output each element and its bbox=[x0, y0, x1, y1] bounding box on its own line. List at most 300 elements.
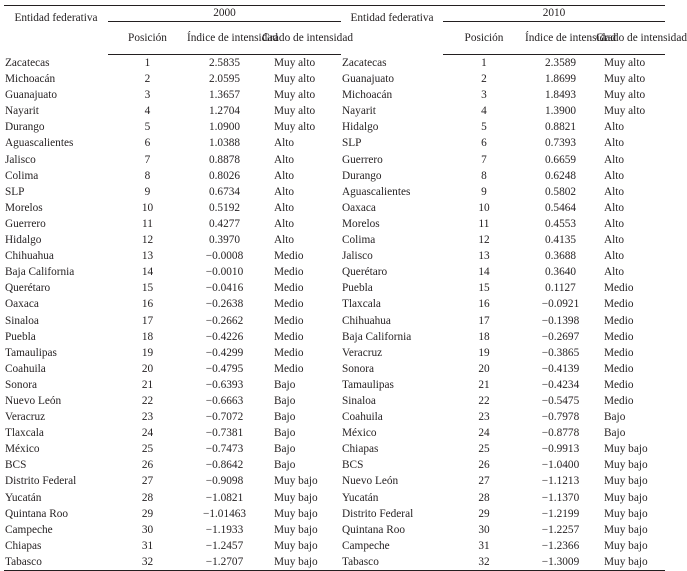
table-row bbox=[4, 184, 665, 200]
cell-indice-2000: 0.8878 bbox=[187, 152, 262, 168]
cell-grado-2010: Medio bbox=[596, 313, 665, 329]
cell-indice-2000: −1.0821 bbox=[187, 490, 262, 506]
cell-posicion-2000: 10 bbox=[108, 200, 187, 216]
table-row bbox=[4, 135, 665, 151]
cell-grado-2000: Muy alto bbox=[262, 87, 341, 103]
cell-posicion-2000: 22 bbox=[108, 393, 187, 409]
cell-grado-2010: Alto bbox=[596, 264, 665, 280]
cell-posicion-2010: 25 bbox=[443, 441, 525, 457]
cell-indice-2010: 0.4135 bbox=[525, 232, 596, 248]
cell-indice-2010: 0.1127 bbox=[525, 280, 596, 296]
cell-posicion-2000: 4 bbox=[108, 103, 187, 119]
cell-posicion-2000: 2 bbox=[108, 71, 187, 87]
cell-indice-2000: −0.7381 bbox=[187, 425, 262, 441]
cell-indice-2000: −0.6393 bbox=[187, 377, 262, 393]
table-row bbox=[4, 264, 665, 280]
cell-entidad-2010: Puebla bbox=[341, 280, 443, 296]
cell-grado-2010: Muy alto bbox=[596, 71, 665, 87]
cell-entidad-2010: Guanajuato bbox=[341, 71, 443, 87]
cell-posicion-2010: 9 bbox=[443, 184, 525, 200]
cell-entidad-2010: México bbox=[341, 425, 443, 441]
cell-indice-2000: −0.8642 bbox=[187, 457, 262, 473]
cell-grado-2000: Muy bajo bbox=[262, 554, 341, 571]
cell-entidad-2000: Puebla bbox=[4, 329, 108, 345]
cell-indice-2010: −0.4234 bbox=[525, 377, 596, 393]
cell-entidad-2010: Oaxaca bbox=[341, 200, 443, 216]
cell-indice-2000: −1.01463 bbox=[187, 506, 262, 522]
cell-indice-2000: 1.3657 bbox=[187, 87, 262, 103]
cell-grado-2010: Muy bajo bbox=[596, 473, 665, 489]
cell-entidad-2010: Chiapas bbox=[341, 441, 443, 457]
cell-indice-2000: −0.9098 bbox=[187, 473, 262, 489]
cell-posicion-2000: 15 bbox=[108, 280, 187, 296]
cell-indice-2000: −0.4226 bbox=[187, 329, 262, 345]
cell-grado-2000: Muy alto bbox=[262, 103, 341, 119]
cell-posicion-2000: 7 bbox=[108, 152, 187, 168]
cell-entidad-2000: Campeche bbox=[4, 522, 108, 538]
cell-indice-2010: 1.8493 bbox=[525, 87, 596, 103]
table-row bbox=[4, 280, 665, 296]
table-row bbox=[4, 409, 665, 425]
cell-indice-2010: 0.5464 bbox=[525, 200, 596, 216]
cell-grado-2000: Bajo bbox=[262, 377, 341, 393]
cell-entidad-2000: Quintana Roo bbox=[4, 506, 108, 522]
cell-posicion-2010: 18 bbox=[443, 329, 525, 345]
cell-entidad-2000: Tabasco bbox=[4, 554, 108, 571]
cell-indice-2000: 0.3970 bbox=[187, 232, 262, 248]
cell-posicion-2000: 3 bbox=[108, 87, 187, 103]
cell-posicion-2000: 1 bbox=[108, 55, 187, 72]
cell-entidad-2010: Quintana Roo bbox=[341, 522, 443, 538]
cell-posicion-2010: 20 bbox=[443, 361, 525, 377]
cell-indice-2000: 2.5835 bbox=[187, 55, 262, 72]
cell-grado-2010: Medio bbox=[596, 377, 665, 393]
cell-grado-2010: Alto bbox=[596, 216, 665, 232]
cell-entidad-2010: Hidalgo bbox=[341, 119, 443, 135]
cell-indice-2010: −0.9913 bbox=[525, 441, 596, 457]
cell-entidad-2010: Nuevo León bbox=[341, 473, 443, 489]
table-row bbox=[4, 55, 665, 72]
table-row bbox=[4, 168, 665, 184]
cell-grado-2010: Muy bajo bbox=[596, 506, 665, 522]
cell-posicion-2010: 15 bbox=[443, 280, 525, 296]
cell-entidad-2000: Veracruz bbox=[4, 409, 108, 425]
cell-grado-2000: Muy alto bbox=[262, 55, 341, 72]
cell-indice-2010: 0.5802 bbox=[525, 184, 596, 200]
cell-posicion-2000: 16 bbox=[108, 296, 187, 312]
cell-posicion-2010: 7 bbox=[443, 152, 525, 168]
cell-grado-2000: Muy bajo bbox=[262, 538, 341, 554]
cell-entidad-2000: Aguascalientes bbox=[4, 135, 108, 151]
cell-grado-2000: Bajo bbox=[262, 441, 341, 457]
cell-entidad-2000: Distrito Federal bbox=[4, 473, 108, 489]
table-row bbox=[4, 538, 665, 554]
header-entidad-2010-label: Entidad federativa bbox=[350, 12, 433, 24]
cell-indice-2000: 0.4277 bbox=[187, 216, 262, 232]
cell-posicion-2000: 14 bbox=[108, 264, 187, 280]
cell-indice-2010: 0.7393 bbox=[525, 135, 596, 151]
cell-grado-2010: Medio bbox=[596, 329, 665, 345]
cell-grado-2010: Muy bajo bbox=[596, 457, 665, 473]
cell-entidad-2010: Guerrero bbox=[341, 152, 443, 168]
cell-indice-2000: 0.6734 bbox=[187, 184, 262, 200]
cell-posicion-2010: 1 bbox=[443, 55, 525, 72]
cell-grado-2010: Alto bbox=[596, 184, 665, 200]
cell-indice-2000: 2.0595 bbox=[187, 71, 262, 87]
cell-grado-2000: Muy bajo bbox=[262, 506, 341, 522]
cell-entidad-2000: Chihuahua bbox=[4, 248, 108, 264]
cell-entidad-2010: Yucatán bbox=[341, 490, 443, 506]
cell-grado-2000: Muy bajo bbox=[262, 490, 341, 506]
cell-posicion-2010: 13 bbox=[443, 248, 525, 264]
cell-posicion-2010: 21 bbox=[443, 377, 525, 393]
cell-posicion-2010: 19 bbox=[443, 345, 525, 361]
cell-posicion-2000: 27 bbox=[108, 473, 187, 489]
table-row bbox=[4, 103, 665, 119]
cell-posicion-2010: 5 bbox=[443, 119, 525, 135]
cell-entidad-2000: Nayarit bbox=[4, 103, 108, 119]
cell-posicion-2010: 16 bbox=[443, 296, 525, 312]
cell-posicion-2010: 10 bbox=[443, 200, 525, 216]
cell-indice-2000: −0.2662 bbox=[187, 313, 262, 329]
cell-entidad-2010: Tlaxcala bbox=[341, 296, 443, 312]
cell-grado-2010: Alto bbox=[596, 152, 665, 168]
cell-indice-2010: −1.2199 bbox=[525, 506, 596, 522]
cell-grado-2010: Muy bajo bbox=[596, 441, 665, 457]
cell-indice-2000: −0.2638 bbox=[187, 296, 262, 312]
cell-posicion-2000: 21 bbox=[108, 377, 187, 393]
table-row bbox=[4, 71, 665, 87]
table-row bbox=[4, 554, 665, 571]
cell-grado-2000: Alto bbox=[262, 200, 341, 216]
cell-posicion-2000: 26 bbox=[108, 457, 187, 473]
cell-entidad-2010: Querétaro bbox=[341, 264, 443, 280]
table-row bbox=[4, 248, 665, 264]
cell-posicion-2000: 25 bbox=[108, 441, 187, 457]
cell-posicion-2010: 8 bbox=[443, 168, 525, 184]
header-indice-2010: Índice de intensidad bbox=[525, 22, 596, 55]
table-row bbox=[4, 425, 665, 441]
cell-grado-2010: Muy bajo bbox=[596, 554, 665, 571]
cell-entidad-2000: Colima bbox=[4, 168, 108, 184]
cell-grado-2010: Alto bbox=[596, 248, 665, 264]
header-year-2000: 2000 bbox=[108, 6, 341, 22]
cell-indice-2010: 2.3589 bbox=[525, 55, 596, 72]
cell-indice-2010: −0.0921 bbox=[525, 296, 596, 312]
table-row bbox=[4, 473, 665, 489]
cell-indice-2010: 1.3900 bbox=[525, 103, 596, 119]
cell-indice-2010: −1.1370 bbox=[525, 490, 596, 506]
cell-entidad-2010: Sinaloa bbox=[341, 393, 443, 409]
cell-entidad-2010: Jalisco bbox=[341, 248, 443, 264]
cell-indice-2000: −0.7473 bbox=[187, 441, 262, 457]
cell-entidad-2000: Hidalgo bbox=[4, 232, 108, 248]
cell-indice-2010: 0.6659 bbox=[525, 152, 596, 168]
table-row bbox=[4, 490, 665, 506]
cell-indice-2000: 1.0900 bbox=[187, 119, 262, 135]
cell-indice-2010: −0.5475 bbox=[525, 393, 596, 409]
cell-grado-2000: Medio bbox=[262, 280, 341, 296]
cell-grado-2010: Medio bbox=[596, 280, 665, 296]
cell-entidad-2000: Nuevo León bbox=[4, 393, 108, 409]
cell-indice-2000: −0.0416 bbox=[187, 280, 262, 296]
table-row bbox=[4, 393, 665, 409]
cell-entidad-2010: BCS bbox=[341, 457, 443, 473]
cell-grado-2010: Bajo bbox=[596, 409, 665, 425]
cell-posicion-2000: 30 bbox=[108, 522, 187, 538]
table-row bbox=[4, 313, 665, 329]
cell-indice-2010: 0.4553 bbox=[525, 216, 596, 232]
cell-posicion-2000: 19 bbox=[108, 345, 187, 361]
cell-indice-2000: 1.2704 bbox=[187, 103, 262, 119]
cell-grado-2000: Medio bbox=[262, 313, 341, 329]
cell-entidad-2000: BCS bbox=[4, 457, 108, 473]
cell-entidad-2000: Querétaro bbox=[4, 280, 108, 296]
cell-entidad-2000: Coahuila bbox=[4, 361, 108, 377]
header-posicion-2010: Posición bbox=[443, 22, 525, 55]
table-row bbox=[4, 296, 665, 312]
cell-entidad-2010: SLP bbox=[341, 135, 443, 151]
cell-indice-2000: −0.6663 bbox=[187, 393, 262, 409]
cell-entidad-2010: Coahuila bbox=[341, 409, 443, 425]
cell-posicion-2000: 28 bbox=[108, 490, 187, 506]
cell-entidad-2010: Morelos bbox=[341, 216, 443, 232]
cell-grado-2010: Muy bajo bbox=[596, 490, 665, 506]
table-body bbox=[4, 55, 665, 571]
cell-posicion-2010: 14 bbox=[443, 264, 525, 280]
header-grado-2000: Grado de intensidad bbox=[262, 22, 341, 55]
cell-grado-2000: Muy bajo bbox=[262, 473, 341, 489]
cell-grado-2000: Alto bbox=[262, 152, 341, 168]
cell-grado-2010: Alto bbox=[596, 135, 665, 151]
cell-indice-2000: −0.4299 bbox=[187, 345, 262, 361]
intensity-table bbox=[4, 5, 665, 571]
cell-posicion-2010: 6 bbox=[443, 135, 525, 151]
cell-indice-2010: 0.3640 bbox=[525, 264, 596, 280]
cell-grado-2010: Muy alto bbox=[596, 87, 665, 103]
cell-posicion-2000: 12 bbox=[108, 232, 187, 248]
cell-posicion-2000: 18 bbox=[108, 329, 187, 345]
header-year-2010: 2010 bbox=[443, 6, 665, 22]
cell-entidad-2010: Michoacán bbox=[341, 87, 443, 103]
cell-grado-2010: Bajo bbox=[596, 425, 665, 441]
cell-grado-2010: Muy alto bbox=[596, 103, 665, 119]
cell-posicion-2000: 24 bbox=[108, 425, 187, 441]
cell-posicion-2010: 3 bbox=[443, 87, 525, 103]
cell-indice-2010: −1.0400 bbox=[525, 457, 596, 473]
cell-indice-2010: −0.3865 bbox=[525, 345, 596, 361]
cell-posicion-2000: 23 bbox=[108, 409, 187, 425]
cell-entidad-2000: Jalisco bbox=[4, 152, 108, 168]
header-entidad-2000-label: Entidad federativa bbox=[14, 12, 97, 24]
table-row bbox=[4, 457, 665, 473]
cell-entidad-2000: Oaxaca bbox=[4, 296, 108, 312]
cell-entidad-2000: México bbox=[4, 441, 108, 457]
cell-entidad-2000: Chiapas bbox=[4, 538, 108, 554]
cell-grado-2000: Medio bbox=[262, 248, 341, 264]
cell-posicion-2000: 8 bbox=[108, 168, 187, 184]
cell-posicion-2000: 5 bbox=[108, 119, 187, 135]
cell-grado-2000: Medio bbox=[262, 361, 341, 377]
cell-entidad-2010: Zacatecas bbox=[341, 55, 443, 72]
cell-indice-2010: −0.2697 bbox=[525, 329, 596, 345]
cell-indice-2000: −0.0010 bbox=[187, 264, 262, 280]
cell-posicion-2000: 32 bbox=[108, 554, 187, 571]
cell-indice-2000: −0.0008 bbox=[187, 248, 262, 264]
cell-grado-2000: Alto bbox=[262, 184, 341, 200]
cell-entidad-2010: Baja California bbox=[341, 329, 443, 345]
cell-posicion-2000: 17 bbox=[108, 313, 187, 329]
cell-posicion-2010: 27 bbox=[443, 473, 525, 489]
cell-grado-2010: Alto bbox=[596, 119, 665, 135]
cell-entidad-2000: Morelos bbox=[4, 200, 108, 216]
cell-indice-2000: −1.1933 bbox=[187, 522, 262, 538]
cell-posicion-2010: 24 bbox=[443, 425, 525, 441]
cell-entidad-2010: Chihuahua bbox=[341, 313, 443, 329]
cell-posicion-2010: 23 bbox=[443, 409, 525, 425]
cell-entidad-2000: Sinaloa bbox=[4, 313, 108, 329]
cell-grado-2000: Muy bajo bbox=[262, 522, 341, 538]
cell-grado-2000: Medio bbox=[262, 345, 341, 361]
cell-grado-2000: Muy alto bbox=[262, 119, 341, 135]
cell-posicion-2010: 17 bbox=[443, 313, 525, 329]
cell-indice-2010: −1.2366 bbox=[525, 538, 596, 554]
header-row-years bbox=[4, 6, 665, 22]
cell-indice-2000: 0.8026 bbox=[187, 168, 262, 184]
cell-entidad-2000: Tamaulipas bbox=[4, 345, 108, 361]
cell-grado-2010: Muy bajo bbox=[596, 538, 665, 554]
cell-entidad-2010: Colima bbox=[341, 232, 443, 248]
header-grado-2010: Grado de intensidad bbox=[596, 22, 665, 55]
cell-grado-2010: Alto bbox=[596, 200, 665, 216]
cell-grado-2000: Medio bbox=[262, 264, 341, 280]
cell-posicion-2010: 22 bbox=[443, 393, 525, 409]
cell-grado-2010: Medio bbox=[596, 393, 665, 409]
cell-posicion-2010: 32 bbox=[443, 554, 525, 571]
cell-indice-2000: −1.2707 bbox=[187, 554, 262, 571]
table-row bbox=[4, 377, 665, 393]
cell-grado-2000: Medio bbox=[262, 296, 341, 312]
cell-indice-2000: −0.7072 bbox=[187, 409, 262, 425]
table-row bbox=[4, 329, 665, 345]
cell-indice-2000: −1.2457 bbox=[187, 538, 262, 554]
cell-posicion-2000: 6 bbox=[108, 135, 187, 151]
cell-grado-2000: Bajo bbox=[262, 457, 341, 473]
cell-indice-2010: 0.3688 bbox=[525, 248, 596, 264]
cell-entidad-2000: Michoacán bbox=[4, 71, 108, 87]
cell-entidad-2000: Zacatecas bbox=[4, 55, 108, 72]
cell-grado-2000: Alto bbox=[262, 232, 341, 248]
cell-entidad-2000: Guanajuato bbox=[4, 87, 108, 103]
cell-entidad-2000: Sonora bbox=[4, 377, 108, 393]
cell-posicion-2000: 31 bbox=[108, 538, 187, 554]
cell-entidad-2000: Baja California bbox=[4, 264, 108, 280]
cell-indice-2010: 0.6248 bbox=[525, 168, 596, 184]
cell-grado-2010: Medio bbox=[596, 345, 665, 361]
cell-indice-2010: −1.2257 bbox=[525, 522, 596, 538]
cell-indice-2010: −0.7978 bbox=[525, 409, 596, 425]
cell-grado-2000: Bajo bbox=[262, 393, 341, 409]
table-row bbox=[4, 361, 665, 377]
cell-entidad-2000: Tlaxcala bbox=[4, 425, 108, 441]
cell-posicion-2000: 9 bbox=[108, 184, 187, 200]
cell-grado-2000: Muy alto bbox=[262, 71, 341, 87]
cell-entidad-2010: Aguascalientes bbox=[341, 184, 443, 200]
cell-entidad-2010: Distrito Federal bbox=[341, 506, 443, 522]
cell-indice-2000: 0.5192 bbox=[187, 200, 262, 216]
cell-grado-2000: Alto bbox=[262, 216, 341, 232]
cell-posicion-2010: 28 bbox=[443, 490, 525, 506]
cell-posicion-2010: 12 bbox=[443, 232, 525, 248]
cell-entidad-2000: Guerrero bbox=[4, 216, 108, 232]
cell-entidad-2000: Yucatán bbox=[4, 490, 108, 506]
cell-grado-2010: Muy bajo bbox=[596, 522, 665, 538]
cell-posicion-2010: 4 bbox=[443, 103, 525, 119]
cell-posicion-2010: 30 bbox=[443, 522, 525, 538]
cell-entidad-2010: Sonora bbox=[341, 361, 443, 377]
cell-posicion-2010: 2 bbox=[443, 71, 525, 87]
cell-grado-2000: Alto bbox=[262, 135, 341, 151]
cell-posicion-2000: 29 bbox=[108, 506, 187, 522]
table-row bbox=[4, 119, 665, 135]
header-entidad-2000 bbox=[4, 6, 108, 55]
table-row bbox=[4, 441, 665, 457]
cell-grado-2000: Bajo bbox=[262, 425, 341, 441]
cell-grado-2000: Alto bbox=[262, 168, 341, 184]
cell-posicion-2010: 31 bbox=[443, 538, 525, 554]
cell-posicion-2010: 11 bbox=[443, 216, 525, 232]
cell-entidad-2010: Tabasco bbox=[341, 554, 443, 571]
cell-posicion-2000: 11 bbox=[108, 216, 187, 232]
cell-grado-2010: Alto bbox=[596, 168, 665, 184]
cell-grado-2000: Medio bbox=[262, 329, 341, 345]
cell-indice-2010: −0.1398 bbox=[525, 313, 596, 329]
cell-posicion-2010: 29 bbox=[443, 506, 525, 522]
cell-posicion-2010: 26 bbox=[443, 457, 525, 473]
cell-entidad-2010: Campeche bbox=[341, 538, 443, 554]
cell-indice-2010: −0.8778 bbox=[525, 425, 596, 441]
cell-posicion-2000: 20 bbox=[108, 361, 187, 377]
table-row bbox=[4, 232, 665, 248]
cell-indice-2000: 1.0388 bbox=[187, 135, 262, 151]
table-row bbox=[4, 216, 665, 232]
cell-posicion-2000: 13 bbox=[108, 248, 187, 264]
cell-entidad-2010: Tamaulipas bbox=[341, 377, 443, 393]
table-row bbox=[4, 200, 665, 216]
cell-entidad-2010: Nayarit bbox=[341, 103, 443, 119]
cell-grado-2010: Muy alto bbox=[596, 55, 665, 72]
table-row bbox=[4, 87, 665, 103]
cell-entidad-2010: Durango bbox=[341, 168, 443, 184]
cell-indice-2010: −1.1213 bbox=[525, 473, 596, 489]
header-entidad-2010 bbox=[341, 6, 443, 55]
table-row bbox=[4, 522, 665, 538]
cell-grado-2010: Alto bbox=[596, 232, 665, 248]
cell-indice-2010: 0.8821 bbox=[525, 119, 596, 135]
cell-grado-2010: Medio bbox=[596, 296, 665, 312]
cell-indice-2010: −0.4139 bbox=[525, 361, 596, 377]
cell-indice-2010: 1.8699 bbox=[525, 71, 596, 87]
cell-entidad-2000: SLP bbox=[4, 184, 108, 200]
cell-entidad-2000: Durango bbox=[4, 119, 108, 135]
cell-grado-2000: Bajo bbox=[262, 409, 341, 425]
header-posicion-2000: Posición bbox=[108, 22, 187, 55]
cell-indice-2010: −1.3009 bbox=[525, 554, 596, 571]
cell-entidad-2010: Veracruz bbox=[341, 345, 443, 361]
header-indice-2000: Índice de intensidad bbox=[187, 22, 262, 55]
table-row bbox=[4, 345, 665, 361]
cell-grado-2010: Medio bbox=[596, 361, 665, 377]
